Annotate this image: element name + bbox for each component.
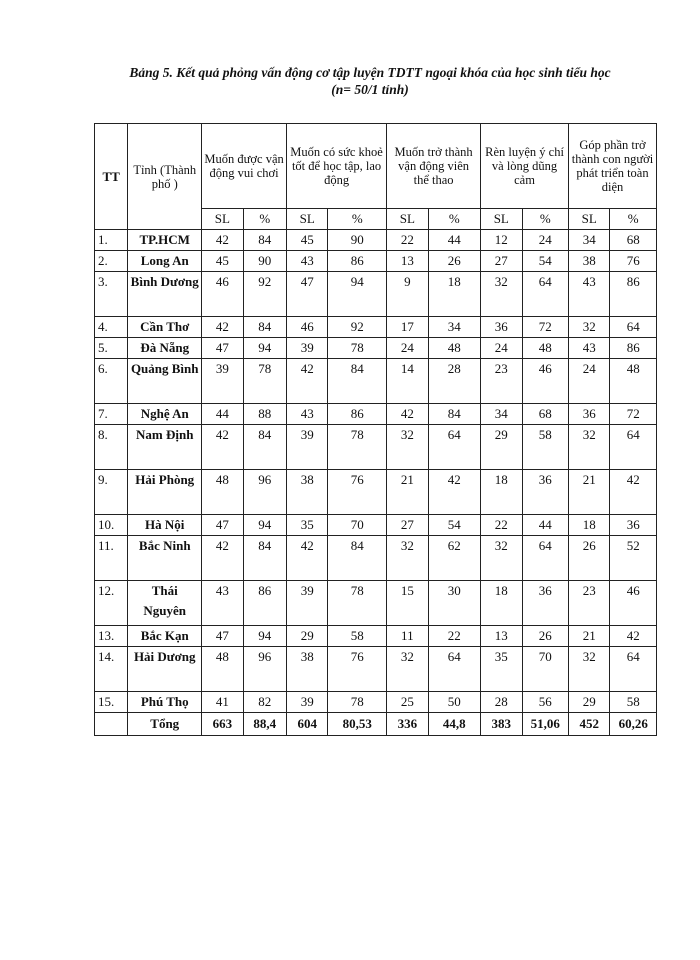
count-cell: 42	[202, 317, 243, 338]
percent-cell: 64	[522, 536, 568, 581]
percent-cell: 72	[522, 317, 568, 338]
percent-cell: 64	[522, 272, 568, 317]
table-row	[95, 425, 657, 470]
count-cell: 29	[569, 692, 610, 713]
count-cell: 45	[202, 251, 243, 272]
count-cell: 47	[202, 515, 243, 536]
header-criterion-1: Muốn được vận động vui chơi	[202, 124, 287, 209]
percent-cell: 42	[610, 470, 657, 515]
province-name: Phú Thọ	[128, 692, 202, 713]
percent-cell: 84	[243, 230, 286, 251]
percent-cell: 48	[522, 338, 568, 359]
subheader-pct: %	[428, 209, 481, 230]
count-cell: 32	[569, 425, 610, 470]
percent-cell: 34	[428, 317, 481, 338]
row-number: 13.	[95, 626, 128, 647]
table-caption: Bảng 5. Kết quả phỏng vấn động cơ tập luyện TDTT ngoại khóa của học sinh tiểu học	[129, 65, 611, 80]
total-label: Tổng	[128, 713, 202, 736]
count-cell: 39	[287, 692, 328, 713]
percent-cell: 70	[328, 515, 387, 536]
row-number: 4.	[95, 317, 128, 338]
total-percent: 44,8	[428, 713, 481, 736]
table-row	[95, 359, 657, 404]
percent-cell: 24	[522, 230, 568, 251]
subheader-pct: %	[328, 209, 387, 230]
province-name: Nghệ An	[128, 404, 202, 425]
row-number: 3.	[95, 272, 128, 317]
percent-cell: 86	[328, 251, 387, 272]
count-cell: 39	[287, 425, 328, 470]
table-row	[95, 647, 657, 692]
percent-cell: 84	[243, 536, 286, 581]
subheader-sl: SL	[387, 209, 428, 230]
table-row	[95, 536, 657, 581]
count-cell: 47	[202, 338, 243, 359]
percent-cell: 86	[610, 272, 657, 317]
table-row	[95, 317, 657, 338]
percent-cell: 36	[522, 470, 568, 515]
table-row	[95, 338, 657, 359]
count-cell: 39	[202, 359, 243, 404]
count-cell: 29	[287, 626, 328, 647]
total-row-blank	[95, 713, 128, 736]
percent-cell: 90	[328, 230, 387, 251]
percent-cell: 64	[428, 647, 481, 692]
percent-cell: 78	[328, 692, 387, 713]
percent-cell: 54	[522, 251, 568, 272]
table-row	[95, 626, 657, 647]
count-cell: 38	[287, 470, 328, 515]
percent-cell: 58	[610, 692, 657, 713]
percent-cell: 72	[610, 404, 657, 425]
count-cell: 48	[202, 647, 243, 692]
count-cell: 18	[481, 581, 522, 626]
count-cell: 34	[481, 404, 522, 425]
percent-cell: 64	[428, 425, 481, 470]
total-count: 383	[481, 713, 522, 736]
percent-cell: 44	[522, 515, 568, 536]
percent-cell: 84	[243, 425, 286, 470]
count-cell: 24	[569, 359, 610, 404]
percent-cell: 82	[243, 692, 286, 713]
count-cell: 22	[481, 515, 522, 536]
count-cell: 27	[481, 251, 522, 272]
count-cell: 39	[287, 581, 328, 626]
percent-cell: 78	[243, 359, 286, 404]
count-cell: 42	[202, 230, 243, 251]
subheader-sl: SL	[202, 209, 243, 230]
count-cell: 47	[202, 626, 243, 647]
percent-cell: 26	[522, 626, 568, 647]
percent-cell: 18	[428, 272, 481, 317]
table-row	[95, 470, 657, 515]
count-cell: 28	[481, 692, 522, 713]
percent-cell: 26	[428, 251, 481, 272]
total-percent: 80,53	[328, 713, 387, 736]
row-number: 12.	[95, 581, 128, 626]
count-cell: 46	[287, 317, 328, 338]
count-cell: 12	[481, 230, 522, 251]
count-cell: 15	[387, 581, 428, 626]
province-name: Long An	[128, 251, 202, 272]
province-name: Nam Định	[128, 425, 202, 470]
percent-cell: 22	[428, 626, 481, 647]
subheader-pct: %	[610, 209, 657, 230]
percent-cell: 50	[428, 692, 481, 713]
province-name: Bình Dương	[128, 272, 202, 317]
count-cell: 32	[481, 272, 522, 317]
count-cell: 17	[387, 317, 428, 338]
count-cell: 35	[481, 647, 522, 692]
count-cell: 32	[569, 647, 610, 692]
row-number: 2.	[95, 251, 128, 272]
count-cell: 24	[387, 338, 428, 359]
row-number: 6.	[95, 359, 128, 404]
percent-cell: 78	[328, 581, 387, 626]
percent-cell: 94	[243, 338, 286, 359]
count-cell: 23	[569, 581, 610, 626]
count-cell: 11	[387, 626, 428, 647]
row-number: 5.	[95, 338, 128, 359]
total-percent: 51,06	[522, 713, 568, 736]
count-cell: 32	[387, 425, 428, 470]
percent-cell: 30	[428, 581, 481, 626]
percent-cell: 44	[428, 230, 481, 251]
percent-cell: 92	[328, 317, 387, 338]
count-cell: 38	[287, 647, 328, 692]
percent-cell: 76	[328, 647, 387, 692]
subheader-sl: SL	[481, 209, 522, 230]
total-count: 336	[387, 713, 428, 736]
percent-cell: 90	[243, 251, 286, 272]
total-count: 452	[569, 713, 610, 736]
percent-cell: 84	[428, 404, 481, 425]
percent-cell: 96	[243, 470, 286, 515]
count-cell: 43	[569, 338, 610, 359]
percent-cell: 70	[522, 647, 568, 692]
results-table	[94, 123, 657, 736]
count-cell: 43	[287, 404, 328, 425]
total-row	[95, 713, 657, 736]
count-cell: 42	[202, 536, 243, 581]
count-cell: 47	[287, 272, 328, 317]
percent-cell: 54	[428, 515, 481, 536]
percent-cell: 76	[328, 470, 387, 515]
province-name: Cần Thơ	[128, 317, 202, 338]
percent-cell: 94	[243, 515, 286, 536]
row-number: 11.	[95, 536, 128, 581]
count-cell: 13	[481, 626, 522, 647]
count-cell: 9	[387, 272, 428, 317]
percent-cell: 86	[610, 338, 657, 359]
table-row	[95, 251, 657, 272]
percent-cell: 68	[610, 230, 657, 251]
count-cell: 23	[481, 359, 522, 404]
province-name: Bắc Ninh	[128, 536, 202, 581]
province-name: Quảng Bình	[128, 359, 202, 404]
header-tt: TT	[95, 124, 128, 230]
table-caption-sample-size: (n= 50/1 tỉnh)	[331, 82, 409, 97]
count-cell: 29	[481, 425, 522, 470]
count-cell: 21	[387, 470, 428, 515]
percent-cell: 92	[243, 272, 286, 317]
total-percent: 60,26	[610, 713, 657, 736]
count-cell: 42	[202, 425, 243, 470]
count-cell: 32	[387, 647, 428, 692]
count-cell: 43	[202, 581, 243, 626]
percent-cell: 78	[328, 425, 387, 470]
province-name: Hải Dương	[128, 647, 202, 692]
count-cell: 43	[287, 251, 328, 272]
header-criterion-4: Rèn luyện ý chí và lòng dũng cảm	[481, 124, 569, 209]
count-cell: 32	[569, 317, 610, 338]
count-cell: 45	[287, 230, 328, 251]
row-number: 8.	[95, 425, 128, 470]
count-cell: 22	[387, 230, 428, 251]
percent-cell: 84	[243, 317, 286, 338]
percent-cell: 94	[328, 272, 387, 317]
header-criterion-2: Muốn có sức khoẻ tốt để học tập, lao động	[287, 124, 387, 209]
total-count: 663	[202, 713, 243, 736]
percent-cell: 62	[428, 536, 481, 581]
percent-cell: 42	[610, 626, 657, 647]
count-cell: 13	[387, 251, 428, 272]
header-row	[95, 124, 657, 209]
province-name: Bắc Kạn	[128, 626, 202, 647]
count-cell: 18	[481, 470, 522, 515]
subheader-sl: SL	[569, 209, 610, 230]
count-cell: 44	[202, 404, 243, 425]
count-cell: 42	[387, 404, 428, 425]
count-cell: 25	[387, 692, 428, 713]
province-name: Hải Phòng	[128, 470, 202, 515]
percent-cell: 58	[328, 626, 387, 647]
province-name: Thái Nguyên	[128, 581, 202, 626]
percent-cell: 94	[243, 626, 286, 647]
row-number: 10.	[95, 515, 128, 536]
count-cell: 24	[481, 338, 522, 359]
percent-cell: 78	[328, 338, 387, 359]
percent-cell: 96	[243, 647, 286, 692]
header-criterion-5: Góp phần trở thành con người phát triển toàn diện	[569, 124, 657, 209]
table-row	[95, 230, 657, 251]
count-cell: 32	[481, 536, 522, 581]
table-row	[95, 404, 657, 425]
count-cell: 26	[569, 536, 610, 581]
count-cell: 32	[387, 536, 428, 581]
row-number: 1.	[95, 230, 128, 251]
percent-cell: 46	[522, 359, 568, 404]
subheader-sl: SL	[287, 209, 328, 230]
percent-cell: 84	[328, 536, 387, 581]
total-count: 604	[287, 713, 328, 736]
count-cell: 39	[287, 338, 328, 359]
percent-cell: 64	[610, 647, 657, 692]
count-cell: 21	[569, 470, 610, 515]
percent-cell: 86	[243, 581, 286, 626]
count-cell: 46	[202, 272, 243, 317]
percent-cell: 64	[610, 425, 657, 470]
count-cell: 38	[569, 251, 610, 272]
count-cell: 36	[481, 317, 522, 338]
percent-cell: 64	[610, 317, 657, 338]
row-number: 15.	[95, 692, 128, 713]
header-province: Tỉnh (Thành phố )	[128, 124, 202, 230]
percent-cell: 76	[610, 251, 657, 272]
percent-cell: 86	[328, 404, 387, 425]
count-cell: 43	[569, 272, 610, 317]
count-cell: 42	[287, 359, 328, 404]
count-cell: 27	[387, 515, 428, 536]
count-cell: 14	[387, 359, 428, 404]
province-name: Hà Nội	[128, 515, 202, 536]
row-number: 7.	[95, 404, 128, 425]
total-percent: 88,4	[243, 713, 286, 736]
percent-cell: 88	[243, 404, 286, 425]
count-cell: 35	[287, 515, 328, 536]
percent-cell: 48	[428, 338, 481, 359]
percent-cell: 42	[428, 470, 481, 515]
count-cell: 42	[287, 536, 328, 581]
percent-cell: 36	[610, 515, 657, 536]
percent-cell: 58	[522, 425, 568, 470]
count-cell: 36	[569, 404, 610, 425]
percent-cell: 48	[610, 359, 657, 404]
row-number: 9.	[95, 470, 128, 515]
count-cell: 34	[569, 230, 610, 251]
count-cell: 48	[202, 470, 243, 515]
percent-cell: 28	[428, 359, 481, 404]
count-cell: 41	[202, 692, 243, 713]
count-cell: 18	[569, 515, 610, 536]
row-number: 14.	[95, 647, 128, 692]
province-name: Đà Nẵng	[128, 338, 202, 359]
percent-cell: 68	[522, 404, 568, 425]
percent-cell: 84	[328, 359, 387, 404]
table-row	[95, 692, 657, 713]
percent-cell: 52	[610, 536, 657, 581]
percent-cell: 36	[522, 581, 568, 626]
subheader-pct: %	[243, 209, 286, 230]
subheader-pct: %	[522, 209, 568, 230]
table-row	[95, 581, 657, 626]
percent-cell: 46	[610, 581, 657, 626]
table-row	[95, 272, 657, 317]
header-criterion-3: Muốn trở thành vận động viên thể thao	[387, 124, 481, 209]
percent-cell: 56	[522, 692, 568, 713]
province-name: TP.HCM	[128, 230, 202, 251]
count-cell: 21	[569, 626, 610, 647]
table-row	[95, 515, 657, 536]
